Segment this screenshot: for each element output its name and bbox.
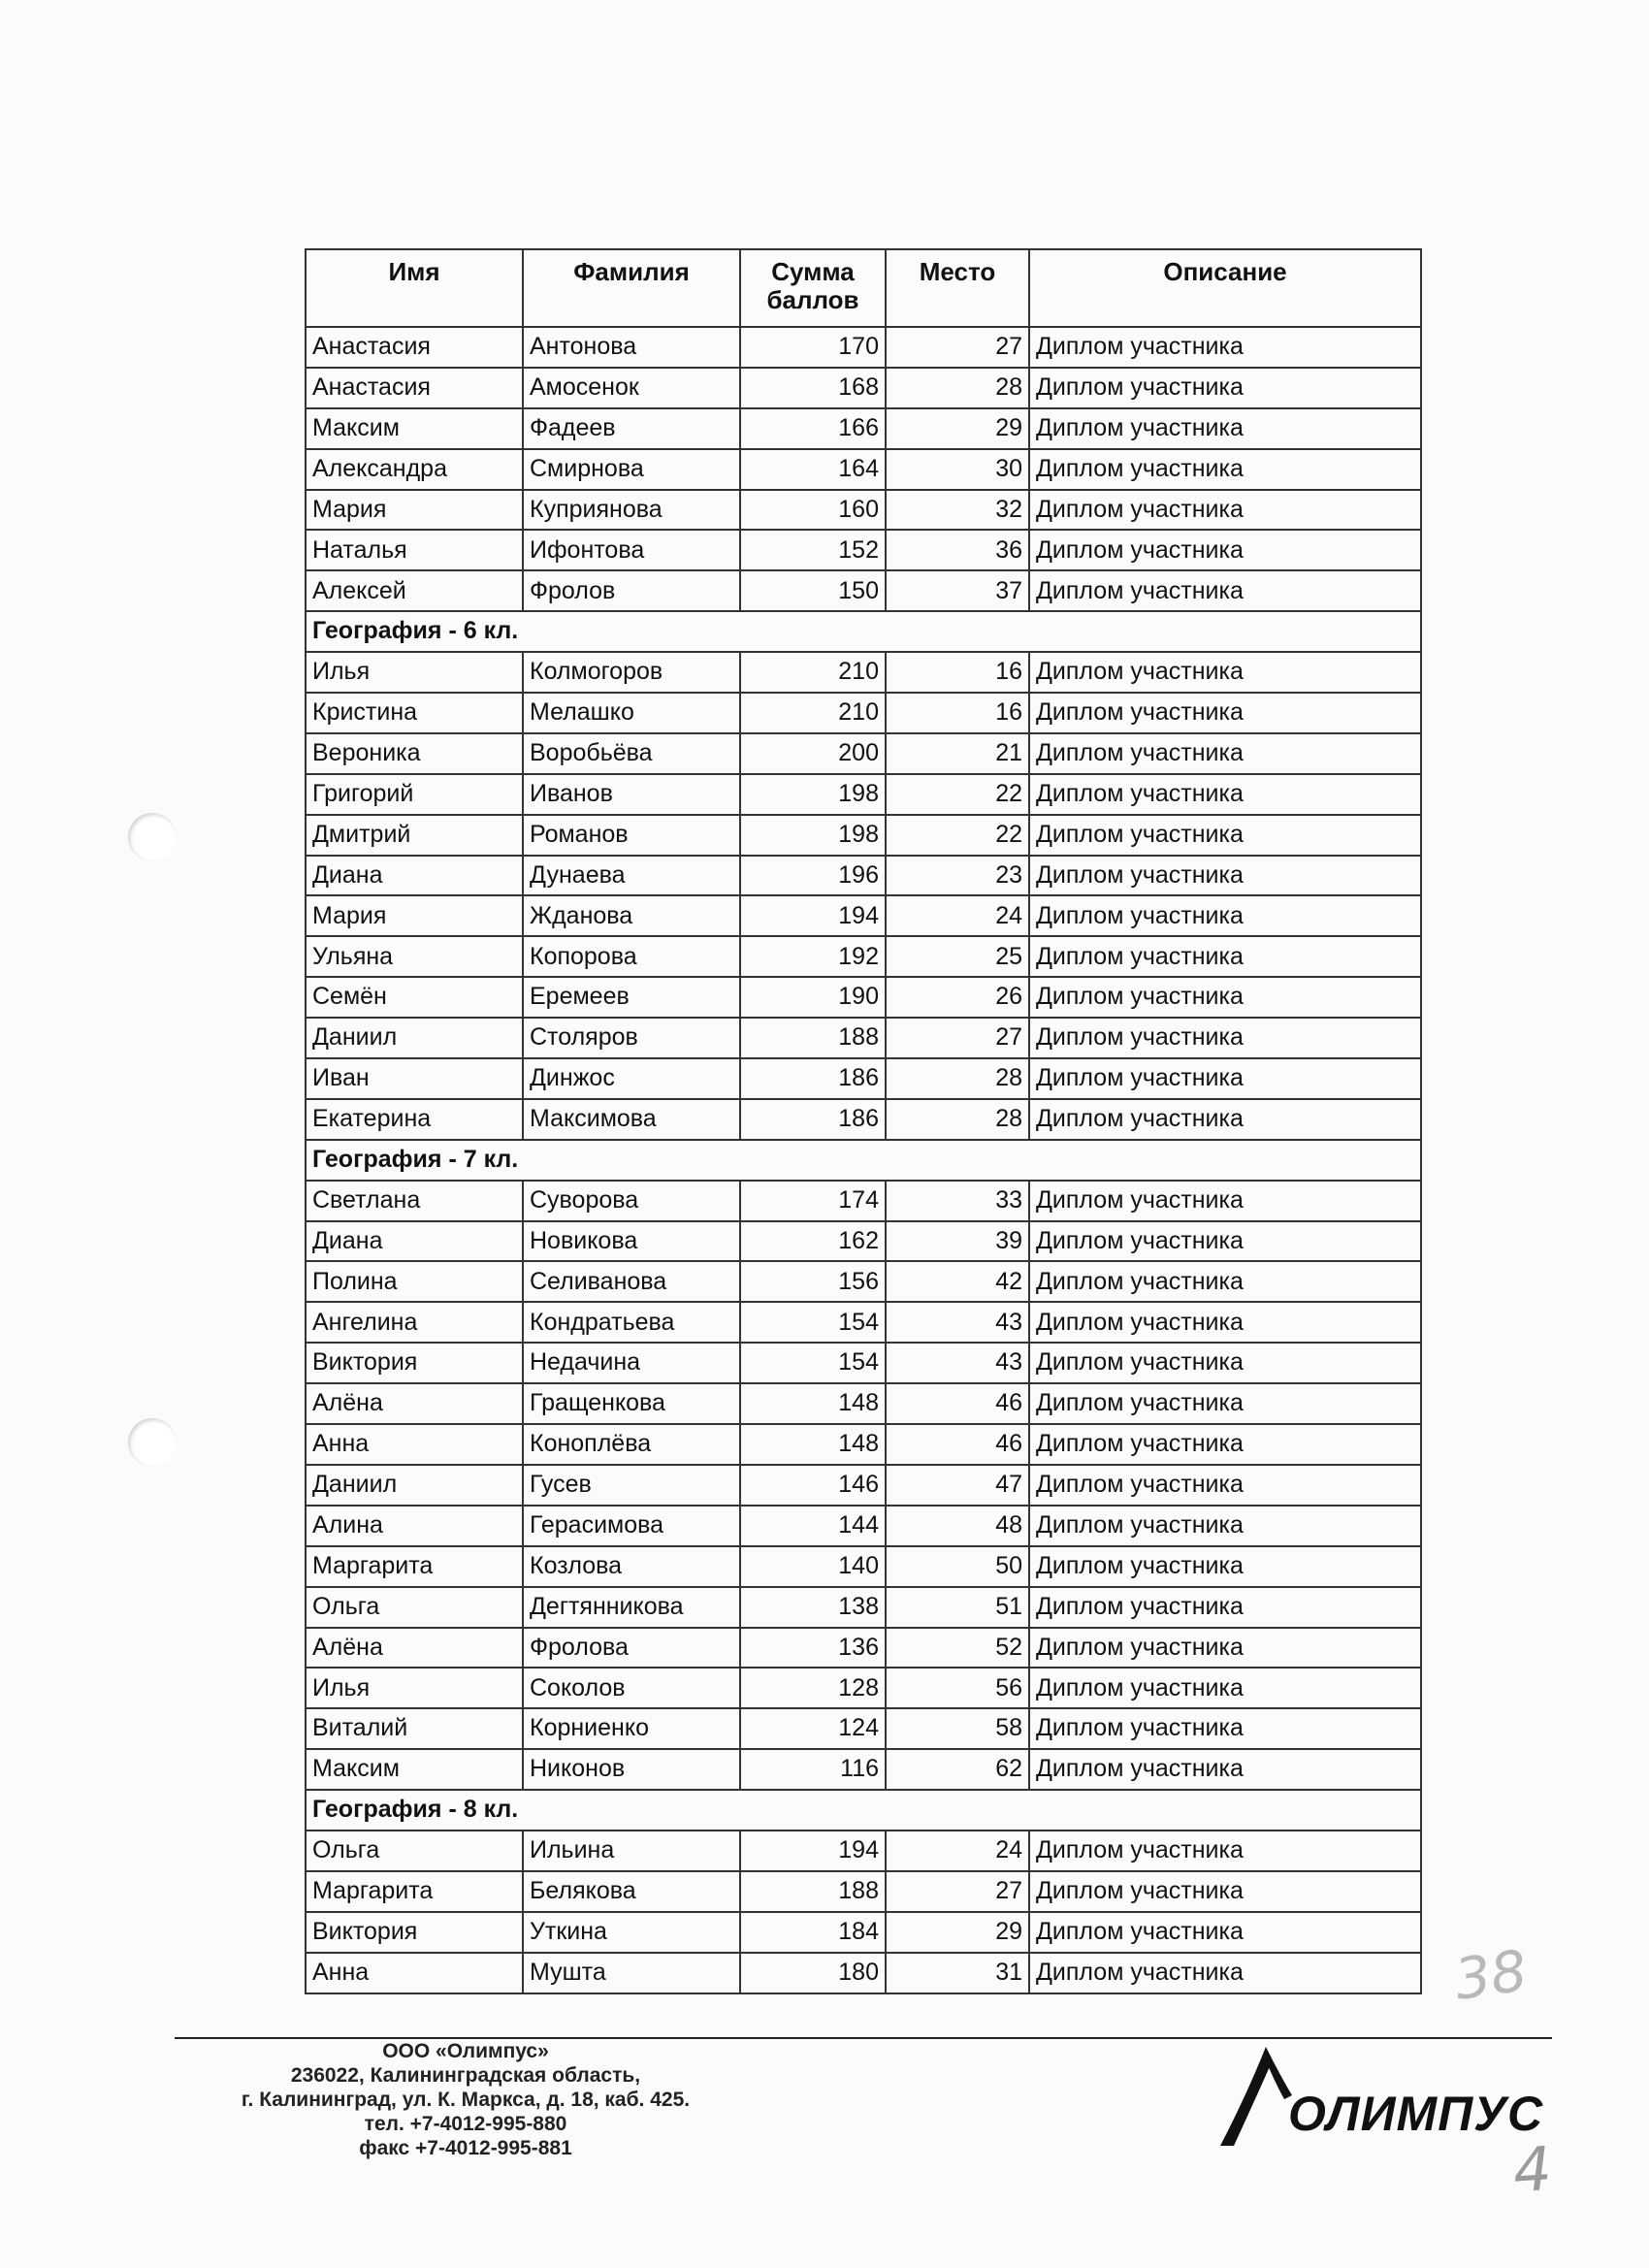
cell-score: 148 [740,1424,886,1465]
table-row [306,1749,1421,1790]
table-row [306,327,1421,368]
cell-last-name: Никонов [523,1749,740,1790]
cell-first-name: Маргарита [306,1871,523,1912]
cell-place: 16 [886,652,1029,693]
cell-last-name: Смирнова [523,449,740,490]
cell-last-name: Дегтянникова [523,1587,740,1628]
cell-score: 154 [740,1302,886,1343]
table-row [306,1221,1421,1262]
cell-description: Диплом участника [1029,1181,1421,1221]
cell-first-name: Виталий [306,1708,523,1749]
cell-score: 144 [740,1506,886,1546]
results-table [305,248,1422,1994]
table-row [306,1831,1421,1871]
cell-first-name: Диана [306,856,523,896]
cell-description: Диплом участника [1029,895,1421,936]
footer-company: ООО «Олимпус» [382,2040,549,2062]
cell-score: 188 [740,1871,886,1912]
cell-score: 200 [740,733,886,774]
section-title: География - 7 кл. [306,1140,1421,1181]
cell-first-name: Виктория [306,1343,523,1383]
cell-last-name: Новикова [523,1221,740,1262]
cell-last-name: Романов [523,815,740,856]
cell-score: 198 [740,815,886,856]
cell-score: 150 [740,570,886,611]
cell-description: Диплом участника [1029,1099,1421,1140]
cell-score: 196 [740,856,886,896]
cell-description: Диплом участника [1029,1424,1421,1465]
cell-first-name: Диана [306,1221,523,1262]
cell-place: 48 [886,1506,1029,1546]
cell-first-name: Вероника [306,733,523,774]
cell-last-name: Кондратьева [523,1302,740,1343]
cell-score: 164 [740,449,886,490]
cell-last-name: Еремеев [523,977,740,1018]
cell-place: 24 [886,895,1029,936]
cell-first-name: Ангелина [306,1302,523,1343]
cell-description: Диплом участника [1029,1018,1421,1058]
header-place: Место [886,249,1029,327]
cell-last-name: Гусев [523,1465,740,1506]
cell-last-name: Колмогоров [523,652,740,693]
cell-first-name: Наталья [306,530,523,570]
table-row [306,1506,1421,1546]
table-row [306,1424,1421,1465]
table-row [306,1708,1421,1749]
cell-place: 58 [886,1708,1029,1749]
cell-description: Диплом участника [1029,449,1421,490]
table-row [306,1628,1421,1669]
table-row [306,815,1421,856]
cell-last-name: Ильина [523,1831,740,1871]
olympus-logo-word: ОЛИМПУС [1288,2087,1544,2141]
cell-description: Диплом участника [1029,693,1421,733]
cell-place: 27 [886,1871,1029,1912]
table-row [306,936,1421,977]
cell-score: 186 [740,1099,886,1140]
cell-description: Диплом участника [1029,1465,1421,1506]
cell-place: 39 [886,1221,1029,1262]
table-header-row [306,249,1421,327]
cell-description: Диплом участника [1029,977,1421,1018]
cell-place: 43 [886,1343,1029,1383]
table-row [306,856,1421,896]
cell-score: 138 [740,1587,886,1628]
table-row [306,1099,1421,1140]
cell-place: 26 [886,977,1029,1018]
cell-first-name: Максим [306,1749,523,1790]
cell-score: 180 [740,1953,886,1993]
cell-description: Диплом участника [1029,1831,1421,1871]
cell-last-name: Столяров [523,1018,740,1058]
cell-place: 43 [886,1302,1029,1343]
table-row [306,1668,1421,1708]
cell-description: Диплом участника [1029,408,1421,449]
header-first-name: Имя [306,249,523,327]
table-row [306,774,1421,815]
footer-fax: факс +7-4012-995-881 [359,2137,572,2159]
header-score: Сумма баллов [740,249,886,327]
cell-last-name: Недачина [523,1343,740,1383]
cell-place: 33 [886,1181,1029,1221]
cell-description: Диплом участника [1029,1708,1421,1749]
cell-score: 140 [740,1546,886,1587]
table-row [306,895,1421,936]
cell-first-name: Илья [306,652,523,693]
table-row [306,1912,1421,1953]
cell-score: 160 [740,490,886,531]
table-body [306,327,1421,1993]
cell-description: Диплом участника [1029,1953,1421,1993]
cell-last-name: Жданова [523,895,740,936]
cell-place: 42 [886,1261,1029,1302]
cell-score: 116 [740,1749,886,1790]
cell-first-name: Виктория [306,1912,523,1953]
cell-description: Диплом участника [1029,368,1421,408]
header-last-name: Фамилия [523,249,740,327]
cell-description: Диплом участника [1029,1749,1421,1790]
table-row [306,530,1421,570]
cell-place: 28 [886,368,1029,408]
cell-score: 194 [740,895,886,936]
cell-place: 25 [886,936,1029,977]
cell-place: 62 [886,1749,1029,1790]
cell-first-name: Кристина [306,693,523,733]
cell-first-name: Илья [306,1668,523,1708]
cell-first-name: Полина [306,1261,523,1302]
cell-first-name: Екатерина [306,1099,523,1140]
cell-place: 28 [886,1099,1029,1140]
cell-description: Диплом участника [1029,1221,1421,1262]
cell-score: 128 [740,1668,886,1708]
table-row [306,490,1421,531]
cell-score: 148 [740,1383,886,1424]
cell-score: 162 [740,1221,886,1262]
table-row [306,570,1421,611]
cell-place: 36 [886,530,1029,570]
handwritten-page-number: 38 [1450,1937,1532,2013]
cell-last-name: Воробьёва [523,733,740,774]
cell-last-name: Белякова [523,1871,740,1912]
cell-description: Диплом участника [1029,1343,1421,1383]
cell-score: 210 [740,693,886,733]
cell-description: Диплом участника [1029,652,1421,693]
cell-last-name: Иванов [523,774,740,815]
cell-description: Диплом участника [1029,733,1421,774]
cell-place: 51 [886,1587,1029,1628]
cell-place: 28 [886,1058,1029,1099]
cell-score: 192 [740,936,886,977]
cell-last-name: Фадеев [523,408,740,449]
cell-score: 198 [740,774,886,815]
cell-score: 152 [740,530,886,570]
table-row [306,652,1421,693]
section-row [306,1140,1421,1181]
cell-score: 194 [740,1831,886,1871]
cell-place: 22 [886,815,1029,856]
cell-first-name: Анна [306,1953,523,1993]
cell-last-name: Антонова [523,327,740,368]
header-description: Описание [1029,249,1421,327]
table-row [306,1465,1421,1506]
section-title: География - 8 кл. [306,1790,1421,1831]
cell-last-name: Гращенкова [523,1383,740,1424]
cell-score: 190 [740,977,886,1018]
cell-score: 168 [740,368,886,408]
cell-place: 56 [886,1668,1029,1708]
cell-description: Диплом участника [1029,815,1421,856]
table-row [306,368,1421,408]
table-row [306,1383,1421,1424]
cell-description: Диплом участника [1029,1668,1421,1708]
section-row [306,1790,1421,1831]
table-row [306,1587,1421,1628]
cell-first-name: Ольга [306,1831,523,1871]
table-row [306,1181,1421,1221]
cell-last-name: Фролова [523,1628,740,1669]
cell-first-name: Александра [306,449,523,490]
cell-last-name: Соколов [523,1668,740,1708]
cell-last-name: Селиванова [523,1261,740,1302]
cell-last-name: Корниенко [523,1708,740,1749]
cell-description: Диплом участника [1029,936,1421,977]
cell-last-name: Фролов [523,570,740,611]
section-title: География - 6 кл. [306,611,1421,652]
cell-first-name: Светлана [306,1181,523,1221]
cell-place: 29 [886,408,1029,449]
cell-first-name: Семён [306,977,523,1018]
table-row [306,733,1421,774]
cell-place: 16 [886,693,1029,733]
table-row [306,449,1421,490]
cell-last-name: Мелашко [523,693,740,733]
cell-last-name: Герасимова [523,1506,740,1546]
cell-description: Диплом участника [1029,856,1421,896]
footer-address-block [194,2039,737,2160]
table-row [306,1546,1421,1587]
cell-last-name: Мушта [523,1953,740,1993]
cell-first-name: Иван [306,1058,523,1099]
table-row [306,977,1421,1018]
table-row [306,408,1421,449]
cell-place: 22 [886,774,1029,815]
cell-score: 188 [740,1018,886,1058]
cell-last-name: Суворова [523,1181,740,1221]
handwritten-sheet-number: 4 [1510,2132,1554,2207]
cell-first-name: Ульяна [306,936,523,977]
cell-last-name: Амосенок [523,368,740,408]
table-row [306,1302,1421,1343]
cell-description: Диплом участника [1029,1587,1421,1628]
cell-first-name: Григорий [306,774,523,815]
cell-last-name: Копорова [523,936,740,977]
cell-last-name: Козлова [523,1546,740,1587]
cell-description: Диплом участника [1029,1261,1421,1302]
cell-last-name: Динжос [523,1058,740,1099]
cell-description: Диплом участника [1029,1912,1421,1953]
cell-score: 146 [740,1465,886,1506]
cell-place: 23 [886,856,1029,896]
cell-description: Диплом участника [1029,1058,1421,1099]
cell-last-name: Коноплёва [523,1424,740,1465]
cell-place: 52 [886,1628,1029,1669]
cell-first-name: Максим [306,408,523,449]
cell-first-name: Мария [306,490,523,531]
cell-place: 46 [886,1424,1029,1465]
cell-score: 174 [740,1181,886,1221]
cell-first-name: Маргарита [306,1546,523,1587]
cell-place: 32 [886,490,1029,531]
cell-score: 154 [740,1343,886,1383]
cell-last-name: Уткина [523,1912,740,1953]
table-row [306,1261,1421,1302]
cell-description: Диплом участника [1029,1628,1421,1669]
cell-score: 136 [740,1628,886,1669]
cell-score: 184 [740,1912,886,1953]
cell-description: Диплом участника [1029,1506,1421,1546]
cell-description: Диплом участника [1029,774,1421,815]
cell-first-name: Анастасия [306,368,523,408]
cell-place: 27 [886,1018,1029,1058]
table-row [306,1018,1421,1058]
cell-place: 24 [886,1831,1029,1871]
cell-place: 29 [886,1912,1029,1953]
table-row [306,1058,1421,1099]
cell-last-name: Дунаева [523,856,740,896]
cell-description: Диплом участника [1029,570,1421,611]
table-row [306,1343,1421,1383]
section-row [306,611,1421,652]
cell-score: 156 [740,1261,886,1302]
cell-description: Диплом участника [1029,1383,1421,1424]
cell-first-name: Даниил [306,1465,523,1506]
cell-first-name: Алёна [306,1383,523,1424]
cell-first-name: Анастасия [306,327,523,368]
punch-hole-top [128,813,177,861]
cell-place: 46 [886,1383,1029,1424]
cell-description: Диплом участника [1029,490,1421,531]
table-row [306,693,1421,733]
cell-score: 166 [740,408,886,449]
cell-last-name: Куприянова [523,490,740,531]
cell-first-name: Алёна [306,1628,523,1669]
cell-place: 27 [886,327,1029,368]
cell-first-name: Алексей [306,570,523,611]
punch-hole-bottom [128,1418,177,1467]
cell-first-name: Дмитрий [306,815,523,856]
cell-description: Диплом участника [1029,1871,1421,1912]
cell-description: Диплом участника [1029,327,1421,368]
cell-first-name: Алина [306,1506,523,1546]
cell-place: 37 [886,570,1029,611]
cell-description: Диплом участника [1029,1302,1421,1343]
cell-last-name: Ифонтова [523,530,740,570]
table-row [306,1871,1421,1912]
cell-description: Диплом участника [1029,1546,1421,1587]
cell-place: 31 [886,1953,1029,1993]
cell-first-name: Анна [306,1424,523,1465]
cell-score: 186 [740,1058,886,1099]
cell-score: 210 [740,652,886,693]
cell-score: 124 [740,1708,886,1749]
cell-first-name: Даниил [306,1018,523,1058]
footer-phone: тел. +7-4012-995-880 [364,2113,567,2135]
cell-place: 50 [886,1546,1029,1587]
cell-first-name: Ольга [306,1587,523,1628]
cell-place: 21 [886,733,1029,774]
cell-score: 170 [740,327,886,368]
cell-description: Диплом участника [1029,530,1421,570]
table-row [306,1953,1421,1993]
cell-place: 30 [886,449,1029,490]
cell-last-name: Максимова [523,1099,740,1140]
cell-first-name: Мария [306,895,523,936]
footer-address-line1: 236022, Калининградская область, [290,2064,641,2087]
footer-address-line2: г. Калининград, ул. К. Маркса, д. 18, каб. 425. [241,2089,691,2111]
cell-place: 47 [886,1465,1029,1506]
